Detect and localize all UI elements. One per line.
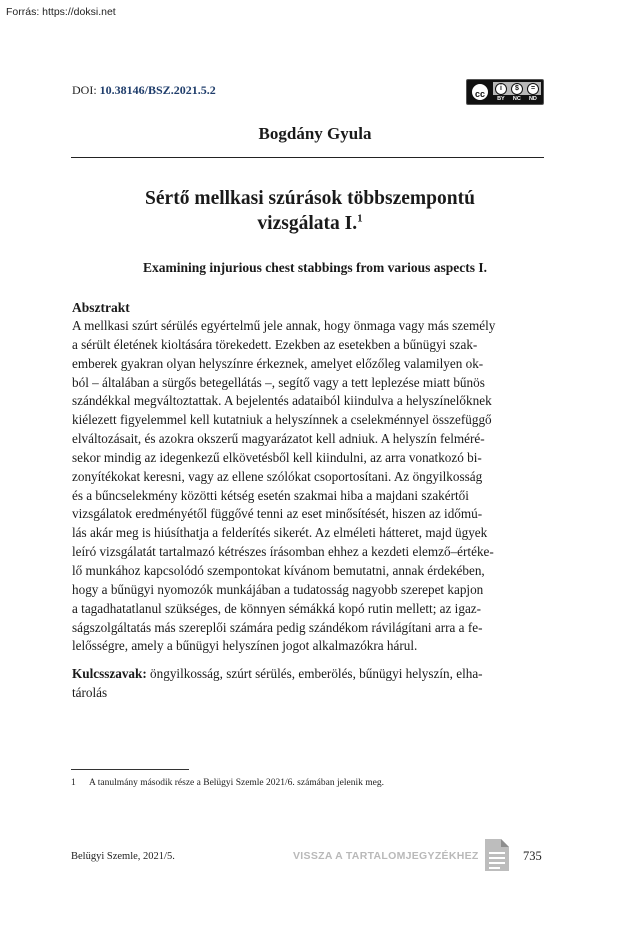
cc-license-badge[interactable]	[466, 79, 544, 105]
license-terms	[493, 95, 541, 102]
footnote-number: 1	[71, 778, 76, 788]
footnote-text: A tanulmány második része a Belügyi Szemle 2021/6. számában jelenik meg.	[89, 778, 384, 788]
abstract-line: a tagadhatatlanul szükséges, de könnyen sémákká kopó rutin mellett; az igaz-	[72, 600, 482, 616]
keywords-block	[72, 665, 545, 703]
abstract-line: lelősségre, amely a bűnügyi helyszínen jogot alkalmazókra hárul.	[72, 638, 418, 654]
license-nd: ND	[528, 95, 537, 102]
abstract-line: ból – általában a sürgős betegellátás –, segítő vagy a tett leplezése miatt bűnös	[72, 374, 485, 390]
by-icon: i	[495, 83, 507, 95]
keywords-label: Kulcsszavak:	[72, 666, 147, 681]
abstract-heading: Absztrakt	[72, 300, 130, 315]
keywords-text: öngyilkosság, szúrt sérülés, emberölés, bűnügyi helyszín, elha-	[150, 666, 483, 681]
abstract-line: vizsgálatok eredményétől függővé tenni az eset minősítését, hiszen az időmú-	[72, 506, 483, 522]
abstract-line: sekor mindig az idegenkezű elkövetésből kell kiindulni, az arra vonatkozó bi-	[72, 449, 482, 465]
abstract-line: ságszolgáltatás más szereplői számára pedig szándékom rávilágítani arra a fe-	[72, 619, 483, 635]
nd-icon: =	[527, 83, 539, 95]
page-number: 735	[523, 849, 542, 863]
back-to-contents-link[interactable]: VISSZA A TARTALOMJEGYZÉKHEZ	[293, 850, 479, 862]
abstract-line: és a bűncselekmény közötti kétség esetén szakmai hiba a majdani szakértői	[72, 487, 469, 503]
journal-issue: Belügyi Szemle, 2021/5.	[71, 851, 175, 862]
source-label: Forrás: https://doksi.net	[6, 6, 116, 18]
author-name: Bogdány Gyula	[258, 124, 372, 143]
doi-link[interactable]: 10.38146/BSZ.2021.5.2	[99, 83, 216, 97]
abstract-line: hogy a bűnügyi nyomozók munkájában a tudatosság nagyobb szerepet kapjon	[72, 581, 484, 597]
footnote-divider	[71, 769, 189, 770]
abstract-body	[72, 317, 545, 656]
nc-icon: $	[511, 83, 523, 95]
abstract-line: szándékkal megváltoztattak. A bejelentés adataiból kiindulva a helyszínelőknek	[72, 393, 492, 409]
doi-label: DOI:	[72, 83, 97, 97]
doi-line	[72, 83, 216, 98]
keywords-line-2: tárolás	[72, 684, 108, 700]
article-title	[90, 186, 530, 236]
abstract-line: emberek gyakran olyan helyszínre érkeznek, amelyet előzőleg valamilyen ok-	[72, 355, 484, 371]
title-line-1: Sértő mellkasi szúrások többszempontú	[145, 188, 475, 209]
abstract-line: lő munkához kapcsolódó szempontokat kívánom bemutatni, annak érdekében,	[72, 562, 485, 578]
document-icon[interactable]	[484, 838, 510, 872]
abstract-line: elváltozásait, és azokra okszerű magyarázatot kell adniuk. A helyszín felméré-	[72, 431, 485, 447]
license-icons	[493, 82, 541, 96]
cc-icon: cc	[470, 82, 490, 102]
abstract-line: kiélezett figyelemmel kell kutatniuk a helyszínnek a cselekménnyel összefüggő	[72, 412, 492, 428]
abstract-line: A mellkasi szúrt sérülés egyértelmű jele annak, hogy önmaga vagy más személy	[72, 318, 496, 333]
abstract-line: zonyítékokat keresni, vagy az ellene szólókat csoportosítani. Az öngyilkosság	[72, 468, 483, 484]
footnote	[71, 778, 384, 788]
abstract-line: leíró vizsgálatát tartalmazó kétrészes írásomban ehhez a kezdeti elemző–értéke-	[72, 544, 494, 560]
header-divider	[71, 157, 544, 158]
abstract-line: a sérült életének kioltására törekedett. Ezekben az esetekben a bűnügyi szak-	[72, 336, 478, 352]
footnote-ref[interactable]: 1	[357, 212, 363, 225]
keywords-line-1	[72, 665, 545, 684]
abstract-line: lás akár meg is hiúsíthatja a felderítés sikerét. Az elméleti hátteret, majd ügyek	[72, 525, 488, 541]
license-by: BY	[497, 95, 505, 102]
title-line-2: vizsgálata I.	[257, 213, 358, 234]
license-nc: NC	[512, 95, 521, 102]
english-title: Examining injurious chest stabbings from various aspects I.	[142, 260, 488, 275]
